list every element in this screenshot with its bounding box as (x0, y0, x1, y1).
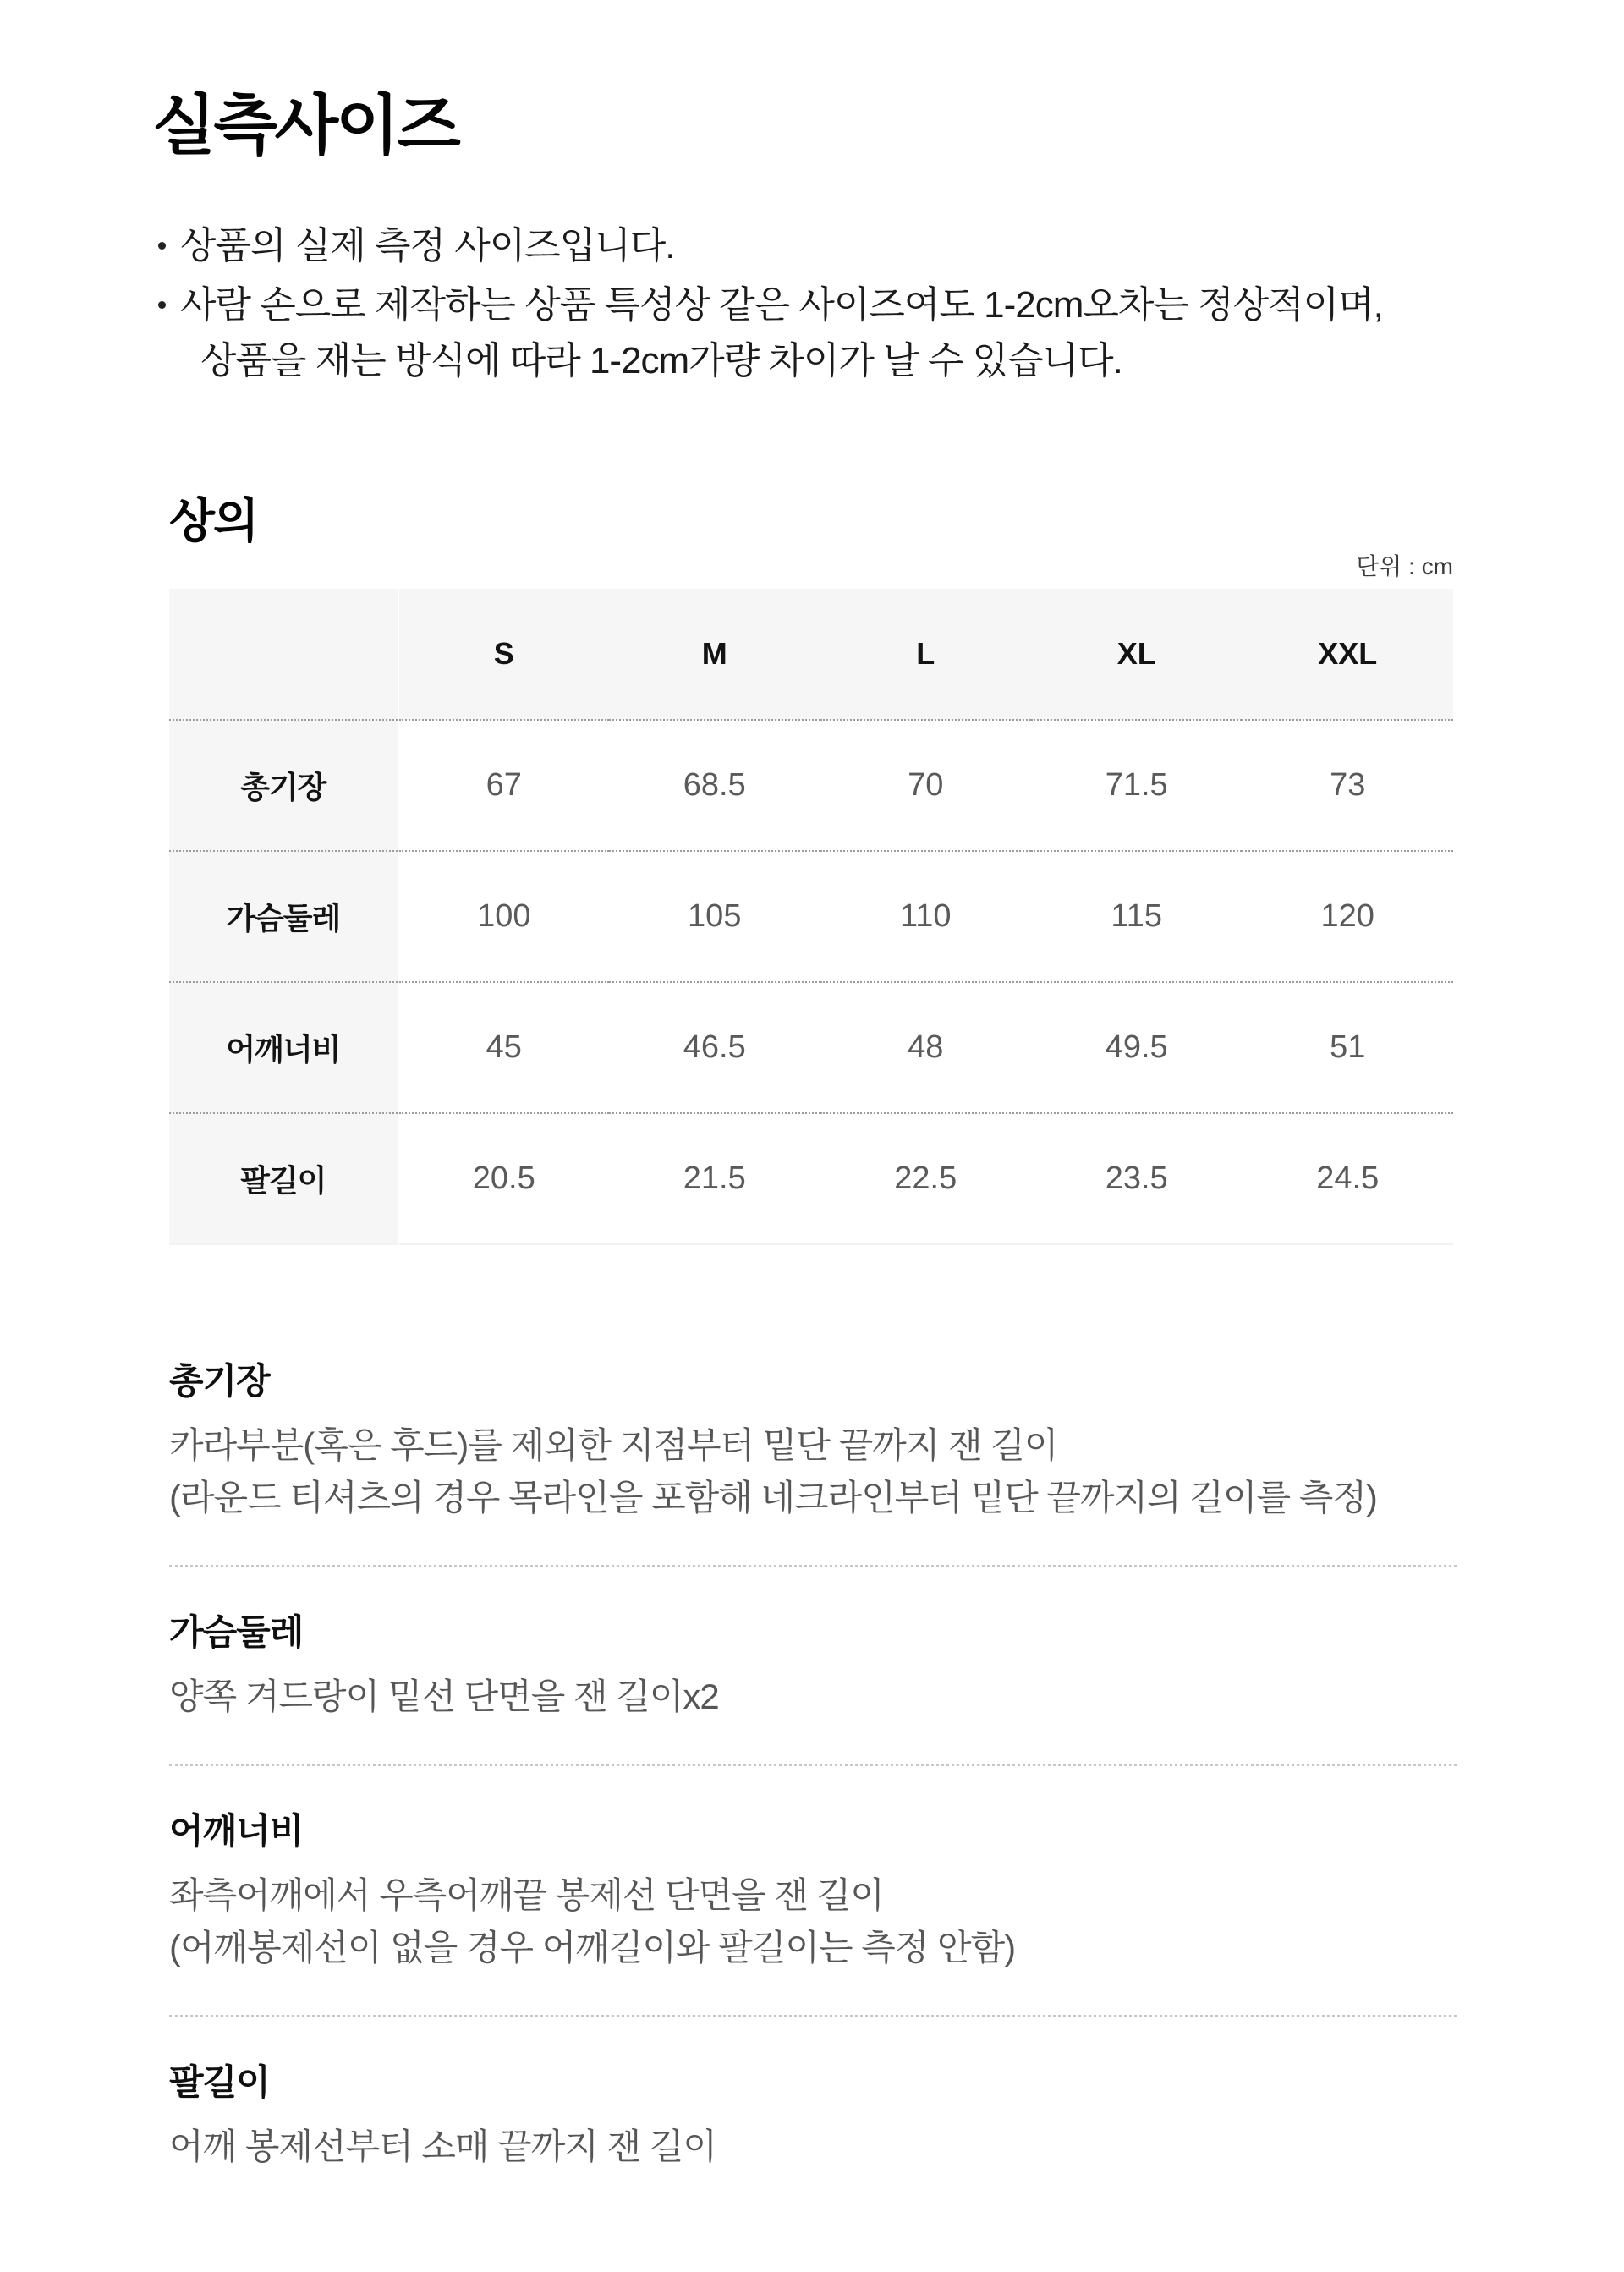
cell-value: 105 (609, 851, 820, 982)
definition-term: 어깨너비 (169, 1811, 304, 1851)
section-title-tops: 상의 (169, 494, 258, 547)
definition-text: (어깨봉제선이 없을 경우 어깨길이와 팔길이는 측정 안함) (169, 1928, 1016, 1967)
cell-value: 71.5 (1031, 720, 1242, 851)
cell-value: 68.5 (609, 720, 820, 851)
unit-label: 단위 : cm (1356, 553, 1453, 579)
column-header-xl: XL (1031, 589, 1242, 720)
size-table-header-row (169, 589, 1453, 720)
cell-value: 70 (820, 720, 1031, 851)
column-header-s: S (398, 589, 609, 720)
column-header-m: M (609, 589, 820, 720)
definition-text: 카라부분(혹은 후드)를 제외한 지점부터 밑단 끝까지 잰 길이 (169, 1425, 1058, 1465)
definition-term: 팔길이 (169, 2062, 270, 2102)
table-row-sleeve (169, 1113, 1453, 1244)
table-row-total-length (169, 720, 1453, 851)
note-text-wrapped: 상품을 재는 방식에 따라 1-2cm가량 차이가 날 수 있습니다. (200, 340, 1122, 381)
column-header-xxl: XXL (1242, 589, 1453, 720)
cell-value: 67 (398, 720, 609, 851)
table-row-chest (169, 851, 1453, 982)
notes-list (156, 218, 1624, 389)
row-label: 팔길이 (169, 1113, 398, 1244)
definition-term: 가슴둘레 (169, 1612, 304, 1652)
cell-value: 23.5 (1031, 1113, 1242, 1244)
row-label: 가슴둘레 (169, 851, 398, 982)
size-guide-header (169, 484, 1453, 579)
cell-value: 49.5 (1031, 982, 1242, 1113)
definition-text: 양쪽 겨드랑이 밑선 단면을 잰 길이x2 (169, 1677, 719, 1716)
table-row-shoulder (169, 982, 1453, 1113)
note-item (156, 218, 1624, 274)
column-header-l: L (820, 589, 1031, 720)
cell-value: 110 (820, 851, 1031, 982)
cell-value: 21.5 (609, 1113, 820, 1244)
corner-cell (169, 589, 398, 720)
size-table-head (169, 589, 1453, 720)
cell-value: 51 (1242, 982, 1453, 1113)
measurement-definitions (169, 1353, 1457, 2173)
definition-total-length (169, 1353, 1457, 1567)
definition-term: 총기장 (169, 1361, 270, 1401)
note-text: 상품의 실제 측정 사이즈입니다. (180, 225, 675, 266)
definition-sleeve (169, 2017, 1457, 2173)
cell-value: 73 (1242, 720, 1453, 851)
cell-value: 100 (398, 851, 609, 982)
note-text: 사람 손으로 제작하는 상품 특성상 같은 사이즈여도 1-2cm오차는 정상적이며, (180, 284, 1383, 326)
note-item (156, 277, 1624, 389)
cell-value: 22.5 (820, 1113, 1031, 1244)
cell-value: 48 (820, 982, 1031, 1113)
cell-value: 20.5 (398, 1113, 609, 1244)
cell-value: 115 (1031, 851, 1242, 982)
row-label: 어깨너비 (169, 982, 398, 1113)
definition-shoulder (169, 1766, 1457, 2017)
cell-value: 46.5 (609, 982, 820, 1113)
cell-value: 45 (398, 982, 609, 1113)
page-title: 실측사이즈 (152, 88, 458, 162)
definition-text: (라운드 티셔츠의 경우 목라인을 포함해 네크라인부터 밑단 끝까지의 길이를 측정) (169, 1478, 1377, 1517)
definition-text: 좌측어깨에서 우측어깨끝 봉제선 단면을 잰 길이 (169, 1875, 884, 1915)
definition-text: 어깨 봉제선부터 소매 끝까지 잰 길이 (169, 2127, 716, 2166)
size-guide-tops (169, 484, 1453, 1245)
row-label: 총기장 (169, 720, 398, 851)
size-table (169, 589, 1453, 1245)
cell-value: 120 (1242, 851, 1453, 982)
definition-chest (169, 1567, 1457, 1766)
size-table-body (169, 720, 1453, 1244)
cell-value: 24.5 (1242, 1113, 1453, 1244)
